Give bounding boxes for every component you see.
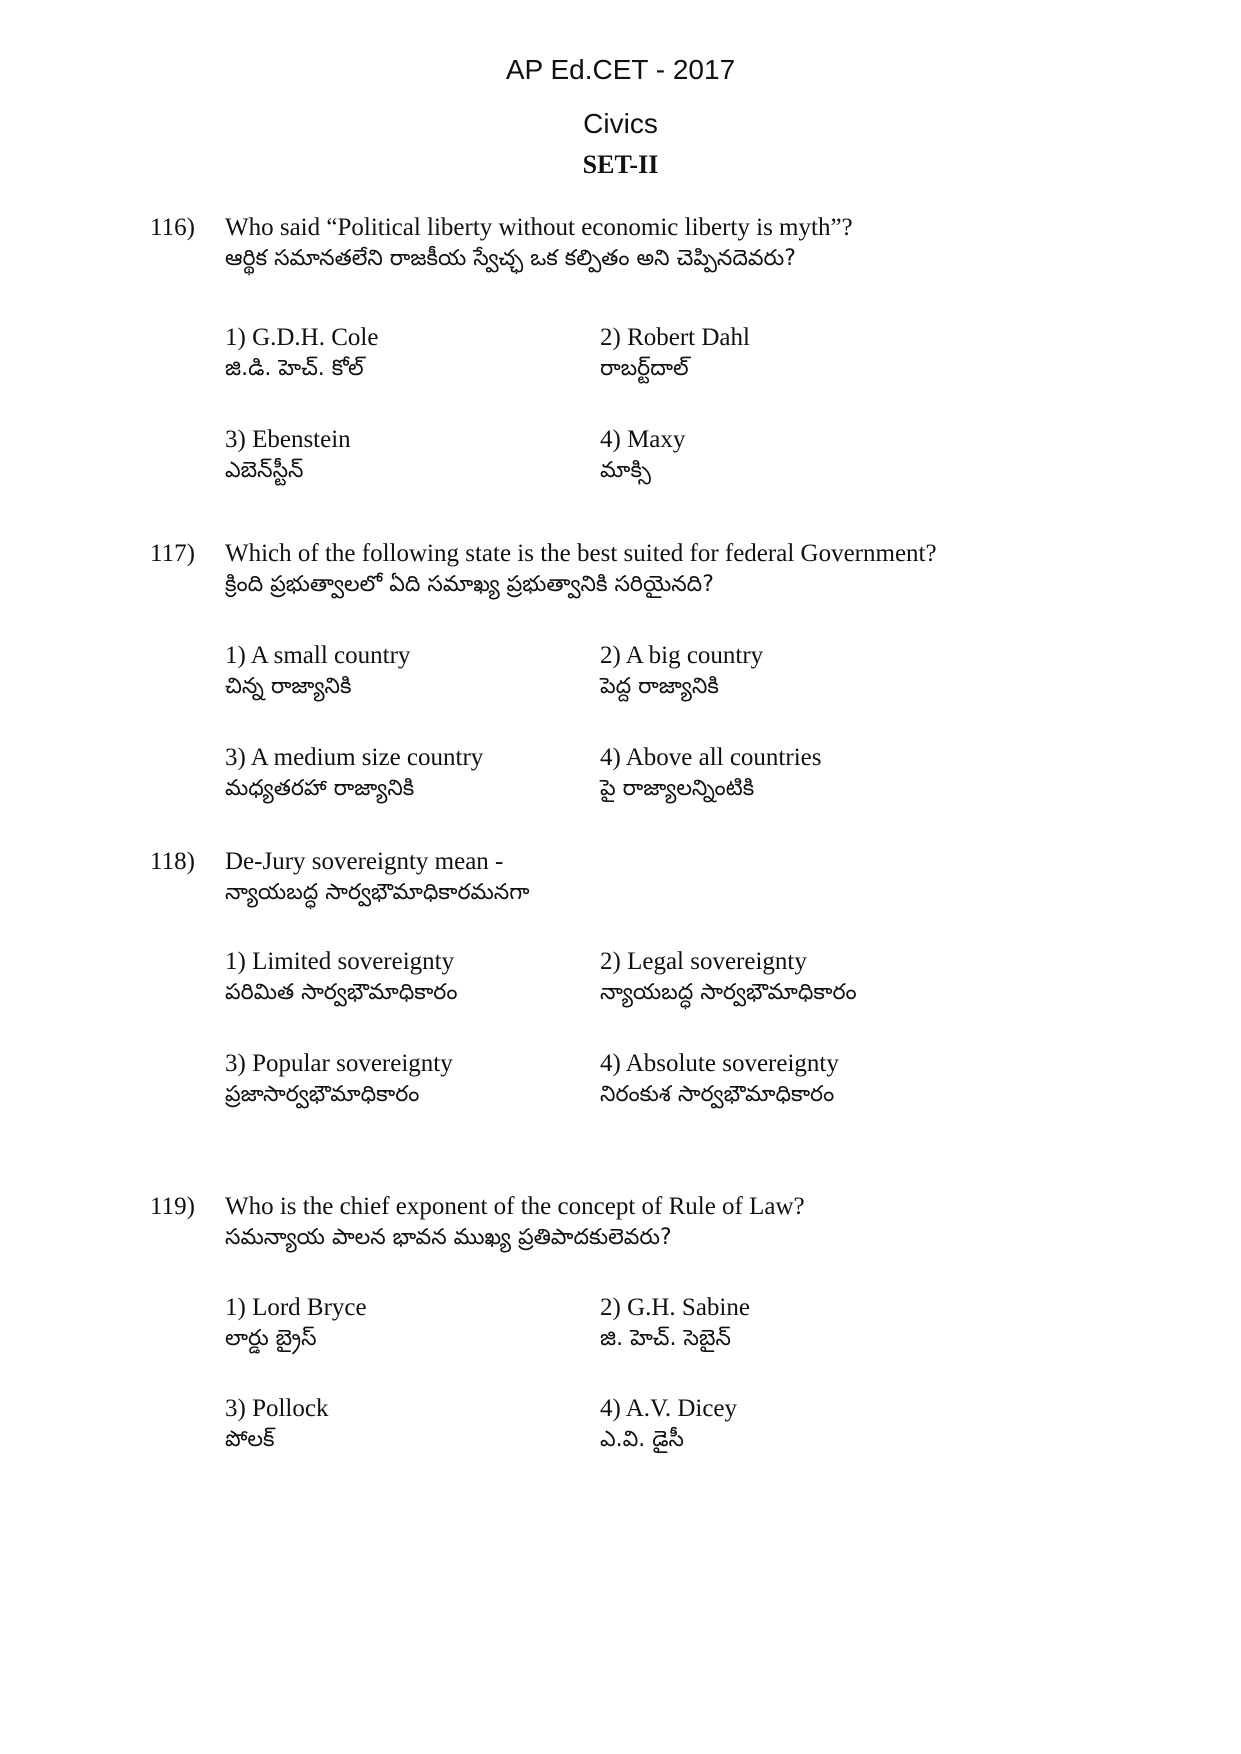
option-text-telugu: పరిమిత సార్వభౌమాధికారం xyxy=(225,980,458,1005)
question-text xyxy=(225,1191,1085,1253)
question-text-telugu: ఆర్థిక సమానతలేని రాజకీయ స్వేచ్ఛ ఒక కల్పితం అని చెప్పినదెవరు? xyxy=(225,246,796,271)
subject-title: Civics xyxy=(583,108,658,139)
option-2 xyxy=(600,322,960,384)
option-text-english: 3) A medium size country xyxy=(225,744,484,771)
option-text-telugu: మాక్సి xyxy=(600,458,651,483)
option-text-english: 1) G.D.H. Cole xyxy=(225,324,379,351)
question-number: 118) xyxy=(150,848,195,875)
question-text-telugu: న్యాయబద్ధ సార్వభౌమాధికారమనగా xyxy=(225,880,530,905)
question-text-english: Who said “Political liberty without economic liberty is myth”? xyxy=(225,214,853,241)
option-3 xyxy=(225,1048,585,1110)
option-text-english: 3) Pollock xyxy=(225,1395,329,1422)
option-text-telugu: పోలక్ xyxy=(225,1427,275,1452)
option-text-english: 1) Lord Bryce xyxy=(225,1294,367,1321)
option-1 xyxy=(225,322,585,384)
question-number: 117) xyxy=(150,540,195,567)
set-label: SET-II xyxy=(582,150,659,179)
option-text-telugu: జి. హెచ్. సెబైన్ xyxy=(600,1326,731,1351)
option-text-telugu: చిన్న రాజ్యానికి xyxy=(225,674,352,699)
question-text-telugu: క్రింది ప్రభుత్వాలలో ఏది సమాఖ్య ప్రభుత్వానికి సరియైనది? xyxy=(225,572,714,597)
option-text-telugu: పెద్ద రాజ్యానికి xyxy=(600,674,719,699)
option-4 xyxy=(600,1048,960,1110)
question-text-telugu: సమన్యాయ పాలన భావన ముఖ్య ప్రతిపాదకులెవరు? xyxy=(225,1225,672,1250)
option-1 xyxy=(225,640,585,702)
option-1 xyxy=(225,1292,585,1354)
option-4 xyxy=(600,742,960,804)
option-1 xyxy=(225,946,585,1008)
option-text-english: 4) Above all countries xyxy=(600,744,822,771)
option-2 xyxy=(600,1292,960,1354)
question-number: 116) xyxy=(150,214,195,241)
option-3 xyxy=(225,742,585,804)
option-text-english: 3) Popular sovereignty xyxy=(225,1050,453,1077)
option-4 xyxy=(600,1393,960,1455)
option-4 xyxy=(600,424,960,486)
question-text xyxy=(225,846,1085,908)
question-text xyxy=(225,212,1085,274)
option-text-telugu: ఎ.వి. డైసీ xyxy=(600,1427,684,1452)
option-text-english: 2) Legal sovereignty xyxy=(600,948,807,975)
option-text-english: 2) A big country xyxy=(600,642,764,669)
option-text-telugu: లార్డు బ్రైస్ xyxy=(225,1326,317,1351)
option-text-telugu: నిరంకుశ సార్వభౌమాధికారం xyxy=(600,1082,835,1107)
option-2 xyxy=(600,946,960,1008)
option-text-telugu: రాబర్ట్‌దాల్ xyxy=(600,356,689,381)
option-text-english: 4) A.V. Dicey xyxy=(600,1395,738,1422)
exam-title: AP Ed.CET - 2017 xyxy=(505,54,736,85)
option-text-english: 2) Robert Dahl xyxy=(600,324,750,351)
option-text-english: 2) G.H. Sabine xyxy=(600,1294,750,1321)
option-text-english: 1) Limited sovereignty xyxy=(225,948,455,975)
option-2 xyxy=(600,640,960,702)
option-text-english: 4) Maxy xyxy=(600,426,686,453)
option-text-english: 4) Absolute sovereignty xyxy=(600,1050,839,1077)
option-3 xyxy=(225,424,585,486)
option-text-english: 3) Ebenstein xyxy=(225,426,351,453)
question-text xyxy=(225,538,1085,600)
option-text-english: 1) A small country xyxy=(225,642,411,669)
question-text-english: Which of the following state is the best suited for federal Government? xyxy=(225,540,937,567)
question-text-english: De-Jury sovereignty mean - xyxy=(225,848,504,875)
option-text-telugu: పై రాజ్యాలన్నింటికి xyxy=(600,776,755,801)
option-3 xyxy=(225,1393,585,1455)
option-text-telugu: ప్రజాసార్వభౌమాధికారం xyxy=(225,1082,420,1107)
option-text-telugu: మధ్యతరహా రాజ్యానికి xyxy=(225,776,415,801)
option-text-telugu: న్యాయబద్ధ సార్వభౌమాధికారం xyxy=(600,980,857,1005)
question-text-english: Who is the chief exponent of the concept of Rule of Law? xyxy=(225,1193,805,1220)
option-text-telugu: ఎబెన్‌స్టీన్ xyxy=(225,458,304,483)
option-text-telugu: జి.డి. హెచ్. కోల్ xyxy=(225,356,364,381)
question-number: 119) xyxy=(150,1193,195,1220)
